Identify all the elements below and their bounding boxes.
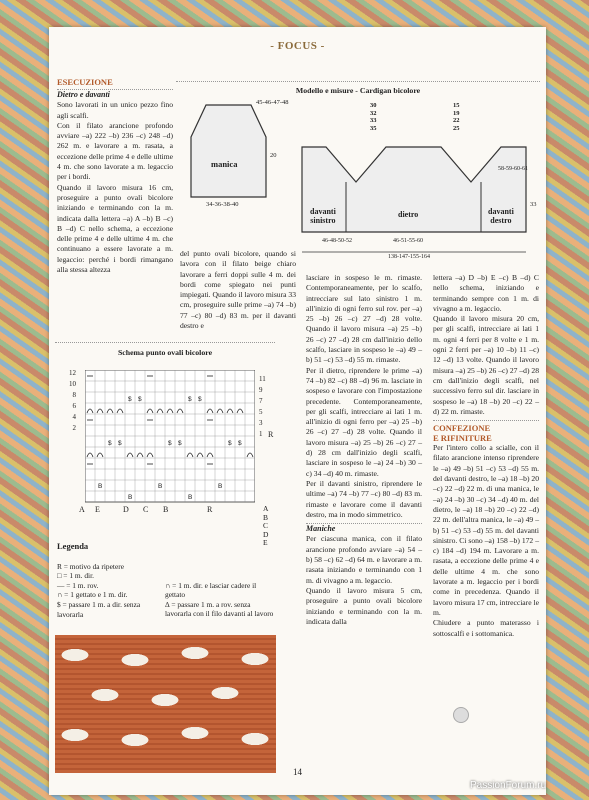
width-left-measure: 46-48-50-52 xyxy=(322,238,352,244)
legend-item: $ = passare 1 m. a dir. senza lavorarla xyxy=(57,599,141,619)
legend-item: ∩ = 1 gettato e 1 m. dir. xyxy=(57,590,128,600)
svg-text:B: B xyxy=(98,483,103,490)
paragraph: lasciare in sospeso le m. rimaste. Contemporaneamente, per lo scalfo, intrecciare sul lato sinistro 1 m. all'inizio di ogni ferro sul rov. per –a) 25 –b) 26 –c) 27 –d) 28 volte. Quando il lavoro misura –a) 25 –b) 26 –c) 27 –d) 28 cm dall'inizio dello scalfo, lasciare in sospeso le –a) 49 –b) 51 –c) 53 –d) 55 m. rimaste. xyxy=(306,273,422,365)
width-mid-measure: 46-51-55-60 xyxy=(393,238,423,244)
paragraph: Sono lavorati in un unico pezzo fino agli scalfi. xyxy=(57,100,173,120)
measurement-diagram xyxy=(176,77,540,260)
logo-icon xyxy=(453,707,469,723)
column-4 xyxy=(433,273,539,639)
svg-text:B: B xyxy=(218,483,223,490)
legend-item: ∆ = passare 1 m. a rov. senza lavorarla con il filo davanti al lavoro xyxy=(165,599,274,619)
legend-item: R = motivo da ripetere xyxy=(57,561,124,571)
sleeve-top-measure: 45-46-47-48 xyxy=(256,99,289,106)
paragraph: Per il dietro, riprendere le prime –a) 74 –b) 82 –c) 88 –d) 96 m. lasciate in sospeso e lavorare con l'impostazione precedente. Contemporaneamente, per gli scalfi, intrecciare ai lati 1 m. all'inizio di ogni ferro per –a) 25 –b) 26 –c) 27 –d) 28 volte. Quando il lavoro misura –a) 25 –b) 26 –c) 27 –d) 28 cm dall'inizio degli scalfi, lasciare in sospeso le –a) 24 –b) 30 –c) 34 –d) 40 m. rimaste. xyxy=(306,365,422,478)
sleeve-bottom-measure: 34-36-38-40 xyxy=(206,201,239,208)
svg-text:$: $ xyxy=(198,396,202,403)
svg-text:$: $ xyxy=(188,396,192,403)
chart-title: Schema punto ovali bicolore xyxy=(117,348,213,357)
row-numbers-left: 12 10 8 6 4 2 xyxy=(69,369,76,432)
subheading-dietro: Dietro e davanti xyxy=(57,90,110,99)
legend-item: ∩ = 1 m. dir. e lasciar cadere il gettato xyxy=(165,580,257,600)
page-number: 14 xyxy=(293,767,302,777)
legend-title: Legenda xyxy=(57,541,89,551)
svg-text:B: B xyxy=(128,494,133,501)
sleeve-height-measure: 20 xyxy=(270,152,277,159)
paragraph: Per l'intero collo a scialle, con il filato arancione intenso riprendere le –a) 49 –b) 51 –c) 53 –d) 55 m. del davanti destro, le –a) 18 –b) 20 –c) 22 –d) 22 m. di una manica, le –a) 24 –b) 30 –c) 34 –d) 40 m. del dietro, le –a) 18 –b) 20 –c) 22 –d) 22 m. dell'altra manica, le –a) 49 –b) 51 –c) 53 –d) 55 m. del davanti sinistro. Ci sono –a) 158 –b) 172 –c) 184 –d) 194 m. Lavorare a m. rasata, a eccezione delle prime 4 e delle ultime 4 m. che sono lavorate a m. legaccio per i bordi come in precedenza. Quando il lavoro misura 17 cm, intrecciare le m. xyxy=(433,443,539,617)
section-heading-esecuzione: ESECUZIONE xyxy=(57,77,113,87)
svg-text:$: $ xyxy=(118,440,122,447)
height-measure: 33 xyxy=(530,201,537,208)
side-top-measure: 58-59-60-61 xyxy=(498,166,528,172)
svg-text:$: $ xyxy=(178,440,182,447)
legend-item: — = 1 m. rov. xyxy=(57,580,99,590)
chart-grid xyxy=(85,370,255,505)
paragraph: Chiudere a punto materasso i sottoscalfi e i sottomanica. xyxy=(433,618,539,638)
svg-text:$: $ xyxy=(128,396,132,403)
magazine-page xyxy=(49,27,546,795)
legend-item: □ = 1 m. dir. xyxy=(57,571,94,581)
svg-text:$: $ xyxy=(238,440,242,447)
section-heading-confezione: CONFEZIONE E RIFINITURE xyxy=(433,423,492,444)
part-dietro: dietro xyxy=(398,210,419,219)
svg-text:$: $ xyxy=(138,396,142,403)
paragraph: Con il filato arancione profondo avviare –a) 222 –b) 236 –c) 248 –d) 262 m. e lavorare a m. rasata, a eccezione delle prime 4 e delle ultime 4 m. che sono lavorate a m. legaccio per i bordi. xyxy=(57,120,173,182)
schematic-drawing xyxy=(176,97,540,267)
sleeve-label: manica xyxy=(211,159,238,169)
column-1 xyxy=(57,77,173,275)
legend xyxy=(57,542,279,619)
width-total-measure: 138-147-155-164 xyxy=(388,254,430,260)
svg-text:B: B xyxy=(158,483,163,490)
stitch-letters-stack: A B C D E xyxy=(263,504,269,547)
part-davanti-sinistro: davanti sinistro xyxy=(310,207,336,225)
neck-measure-right: 15 19 22 25 xyxy=(453,102,460,132)
svg-text:$: $ xyxy=(108,440,112,447)
part-davanti-destro: davanti destro xyxy=(488,207,514,225)
svg-text:B: B xyxy=(188,494,193,501)
paragraph: Quando il lavoro misura 20 cm, per gli scalfi, intrecciare ai lati 1 m. ogni 4 ferri per 8 volte e 1 m. ogni 2 ferri per –a) 10 –b) 11 –c) 12 –d) 13 volte. Quando il lavoro misura –a) 25 –b) 26 –c) 27 –d) 28 cm dall'inizio degli scalfi, nel successivo ferro sul dir. lasciare in sospeso le –a) 18 –b) 20 –c) 22 –d) 22 m. rimaste. xyxy=(433,314,539,416)
subheading-maniche: Maniche xyxy=(306,524,336,534)
stitch-chart: Schema punto ovali bicolore 12 10 8 6 4 2 $ $ $ $ $ $ $ $ $ $ B B B B B 11 9 7 5 3 1 R A E D C B R A B C D E xyxy=(55,340,275,540)
paragraph: Quando il lavoro misura 5 cm, proseguire a punto ovali bicolore iniziando e terminando con la m. indicata dalla xyxy=(306,585,422,626)
paragraph: del punto ovali bicolore, quando si lavora con il filato beige chiaro lavorare a ferri doppi sulle 4 m. dei bordi come spiegato nei punti impiegati. Quando il lavoro misura 33 cm, proseguire sulle prime –a) 74 –b) 77 –c) 80 –d) 83 m. per il davanti destro e xyxy=(180,249,296,331)
repeat-marker-right: R xyxy=(268,430,274,439)
paragraph: lettera –a) D –b) E –c) B –d) C nello schema, iniziando e terminando sempre con 1 m. di vivagno a m. legaccio. xyxy=(433,273,539,313)
svg-text:$: $ xyxy=(168,440,172,447)
svg-text:$: $ xyxy=(228,440,232,447)
paragraph: Per ciascuna manica, con il filato arancione profondo avviare –a) 54 –b) 58 –c) 62 –d) 64 m. e lavorare a m. rasata iniziando e terminando con 1 m. di vivagno a m. legaccio. xyxy=(306,534,422,585)
paragraph: Quando il lavoro misura 16 cm, proseguire a punto ovali bicolore iniziando e terminando con la m. indicata dalla lettera –a) A –b) B –c) B –d) C nello schema, a eccezione delle prime 4 e delle ultime 4 m. che continuano a essere lavorate a m. legaccio: perché i bordi rimangano alla stessa altezza xyxy=(57,182,173,275)
paragraph: Per il davanti sinistro, riprendere le ultime –a) 74 –b) 77 –c) 80 –d) 83 m. rimaste e lavorare come il davanti destro, ma in modo simmetrico. xyxy=(306,478,422,519)
row-numbers-right: 11 9 7 5 3 1 xyxy=(259,375,266,438)
neck-measure-left: 30 32 33 35 xyxy=(370,102,377,132)
column-3 xyxy=(306,273,422,627)
watermark: PassionForum.ru xyxy=(470,780,547,791)
page-header: - FOCUS - xyxy=(270,40,325,52)
diagram-title: Modello e misure - Cardigan bicolore xyxy=(295,86,421,95)
swatch-photo xyxy=(55,635,276,773)
